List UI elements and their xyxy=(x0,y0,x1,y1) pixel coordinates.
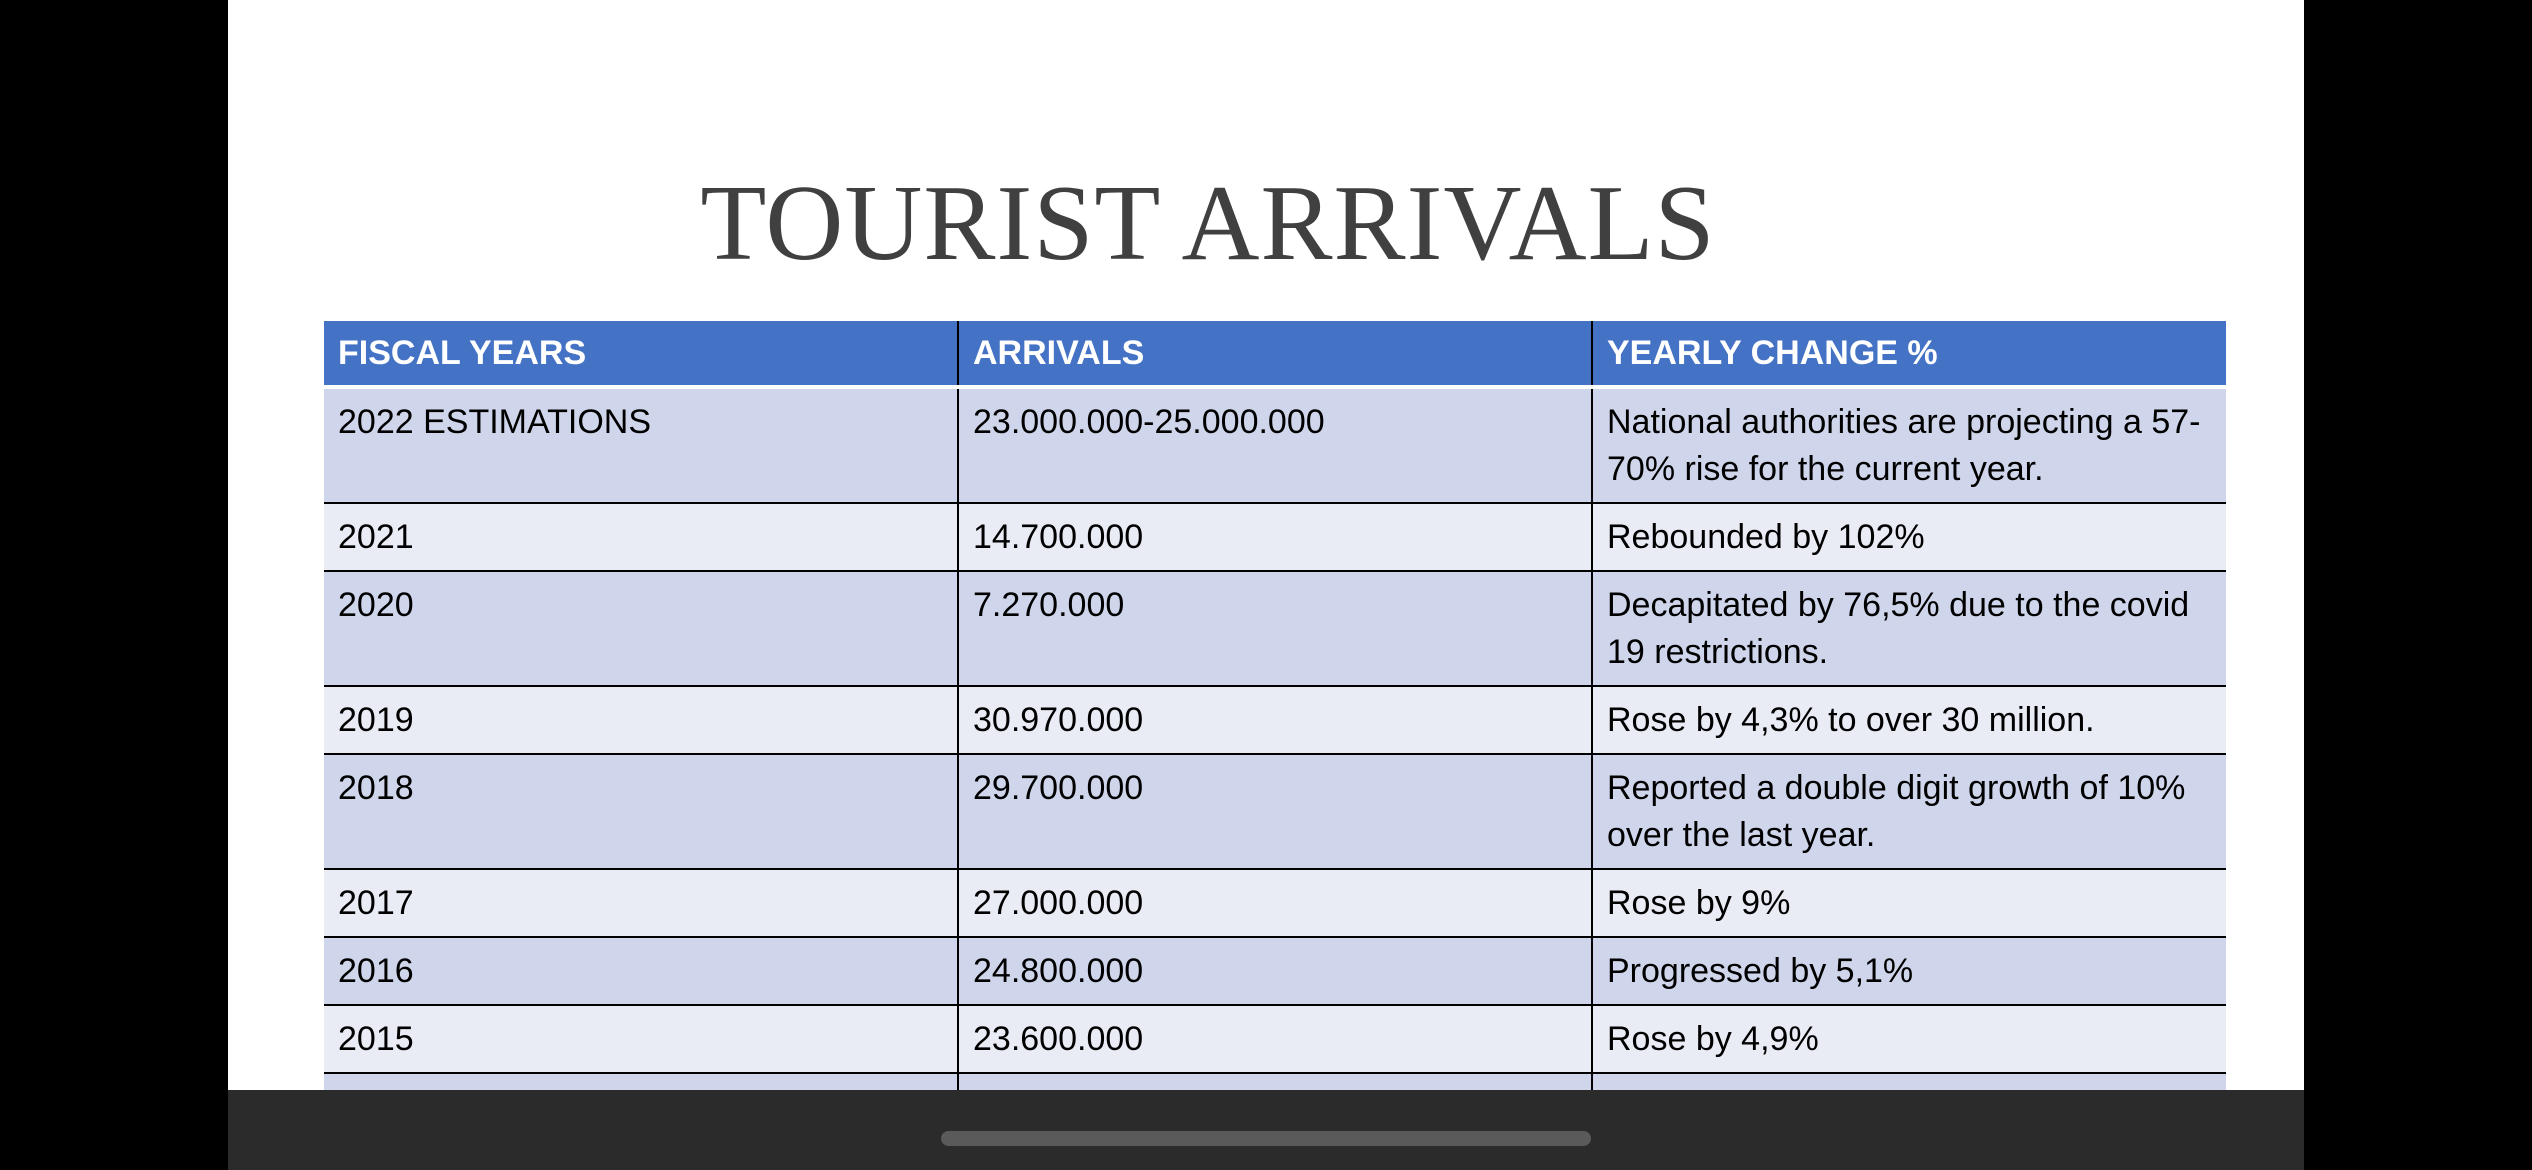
table-row xyxy=(324,754,2226,869)
cell-year: 2015 xyxy=(324,1005,958,1073)
horizontal-scrollbar[interactable] xyxy=(941,1131,1591,1146)
cell-year: 2020 xyxy=(324,571,958,686)
slide xyxy=(228,0,2304,1170)
table-row xyxy=(324,686,2226,754)
cell-change: Reported a double digit growth of 10% over the last year. xyxy=(1592,754,2226,869)
table-row xyxy=(324,387,2226,503)
cell-change: Rose by 4,9% xyxy=(1592,1005,2226,1073)
table-row xyxy=(324,1005,2226,1073)
tourist-arrivals-table xyxy=(324,321,2226,1140)
cell-change: Rose by 9% xyxy=(1592,869,2226,937)
cell-year: 2019 xyxy=(324,686,958,754)
cell-change: Decapitated by 76,5% due to the covid 19 restrictions. xyxy=(1592,571,2226,686)
table-row xyxy=(324,503,2226,571)
cell-year: 2021 xyxy=(324,503,958,571)
cell-arrivals: 27.000.000 xyxy=(958,869,1592,937)
cell-arrivals: 7.270.000 xyxy=(958,571,1592,686)
cell-year: 2018 xyxy=(324,754,958,869)
header-arrivals: ARRIVALS xyxy=(958,321,1592,387)
cell-year: 2017 xyxy=(324,869,958,937)
header-fiscal-years: FISCAL YEARS xyxy=(324,321,958,387)
cell-arrivals: 14.700.000 xyxy=(958,503,1592,571)
cell-year: 2022 ESTIMATIONS xyxy=(324,387,958,503)
cell-arrivals: 23.600.000 xyxy=(958,1005,1592,1073)
viewer-bottom-bar xyxy=(228,1090,2304,1170)
cell-change: Rebounded by 102% xyxy=(1592,503,2226,571)
cell-change: Progressed by 5,1% xyxy=(1592,937,2226,1005)
slide-title: TOURIST ARRIVALS xyxy=(700,164,1716,283)
table-header-row xyxy=(324,321,2226,387)
cell-year: 2016 xyxy=(324,937,958,1005)
table-row xyxy=(324,571,2226,686)
cell-arrivals: 30.970.000 xyxy=(958,686,1592,754)
table-row xyxy=(324,937,2226,1005)
table-row xyxy=(324,869,2226,937)
header-yearly-change: YEARLY CHANGE % xyxy=(1592,321,2226,387)
cell-arrivals: 24.800.000 xyxy=(958,937,1592,1005)
cell-arrivals: 29.700.000 xyxy=(958,754,1592,869)
cell-change: Rose by 4,3% to over 30 million. xyxy=(1592,686,2226,754)
cell-arrivals: 23.000.000-25.000.000 xyxy=(958,387,1592,503)
cell-change: National authorities are projecting a 57-70% rise for the current year. xyxy=(1592,387,2226,503)
